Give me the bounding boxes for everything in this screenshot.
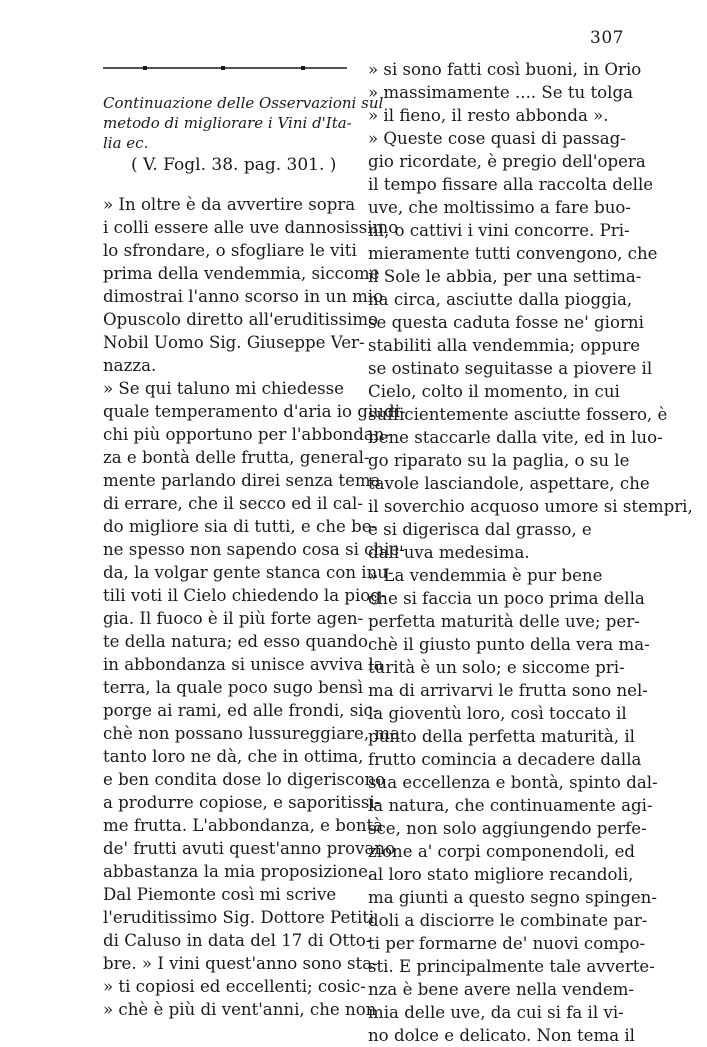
text-line: a produrre copiose, e saporitissi-	[103, 793, 381, 812]
text-line: al loro stato migliore recandoli,	[368, 865, 634, 884]
text-line: uve, che moltissimo a fare buo-	[368, 198, 631, 217]
text-line: Cielo, colto il momento, in cui	[368, 382, 620, 401]
text-line: turità è un solo; e siccome pri-	[368, 658, 625, 677]
text-line: perfetta maturità delle uve; per-	[368, 612, 640, 631]
text-line: chè il giusto punto della vera ma-	[368, 635, 650, 654]
text-line: Dal Piemonte così mi scrive	[103, 885, 337, 904]
page-number: 307	[590, 28, 624, 48]
text-line: sce, non solo aggiungendo perfe-	[368, 819, 647, 838]
text-line: » si sono fatti così buoni, in Orio	[368, 60, 642, 79]
text-line: zione a' corpi componendoli, ed	[368, 842, 636, 861]
text-line: sufficientemente asciutte fossero, è	[368, 405, 668, 424]
text-line: sua eccellenza e bontà, spinto dal-	[368, 773, 658, 792]
text-line: gio ricordate, è pregio dell'opera	[368, 152, 646, 171]
text-line: ne spesso non sapendo cosa si chie-	[103, 540, 405, 559]
text-line: mieramente tutti convengono, che	[368, 244, 658, 263]
text-line: » In oltre è da avvertire sopra	[103, 195, 356, 214]
text-line: » chè è più di vent'anni, che non	[103, 1000, 377, 1019]
text-line: e ben condita dose lo digeriscono	[103, 770, 386, 789]
text-line: mia delle uve, da cui si fa il vi-	[368, 1003, 624, 1022]
heading-title-line: Continuazione delle Osservazioni sul	[103, 94, 384, 112]
text-line: de' frutti avuti quest'anno provano	[103, 839, 396, 858]
text-line: da, la volgar gente stanca con inu-	[103, 563, 394, 582]
text-line: go riparato su la paglia, o su le	[368, 451, 630, 470]
text-line: lo sfrondare, o sfogliare le viti	[103, 241, 357, 260]
text-line: nazza.	[103, 356, 157, 375]
left-column	[103, 93, 406, 1021]
text-line: ti per formarne de' nuovi compo-	[368, 934, 646, 953]
text-line: doli a disciorre le combinate par-	[368, 911, 648, 930]
text-line: tanto loro ne dà, che in ottima,	[103, 747, 364, 766]
text-line: Opuscolo diretto all'eruditissimo	[103, 310, 379, 329]
text-line: Nobil Uomo Sig. Giuseppe Ver-	[103, 333, 365, 352]
text-line: za e bontà delle frutta, general-	[103, 448, 370, 467]
text-line: » massimamente .... Se tu tolga	[368, 83, 633, 102]
text-line: punto della perfetta maturità, il	[368, 727, 635, 746]
text-line: bre. » I vini quest'anno sono sta-	[103, 954, 378, 973]
text-line: quale temperamento d'aria io giudi-	[103, 402, 406, 421]
text-line: la natura, che continuamente agi-	[368, 796, 653, 815]
text-line: l'eruditissimo Sig. Dottore Petiti	[103, 908, 375, 927]
text-line: chè non possano lussureggiare, ma	[103, 724, 401, 743]
text-line: » ti copiosi ed eccellenti; cosic-	[103, 977, 366, 996]
text-line: frutto comincia a decadere dalla	[368, 750, 642, 769]
heading-reference: ( V. Fogl. 38. pag. 301. )	[131, 155, 337, 175]
text-line: il soverchio acquoso umore si stempri,	[368, 497, 693, 516]
text-line: bene staccarle dalla vite, ed in luo-	[368, 428, 663, 447]
text-line: ma di arrivarvi le frutta sono nel-	[368, 681, 648, 700]
text-line: i colli essere alle uve dannosissimo	[103, 218, 399, 237]
text-line: ni, o cattivi i vini concorre. Pri-	[368, 221, 630, 240]
text-line: stabiliti alla vendemmia; oppure	[368, 336, 641, 355]
text-line: se ostinato seguitasse a piovere il	[368, 359, 653, 378]
text-line: tili voti il Cielo chiedendo la piog-	[103, 586, 387, 605]
text-line: dimostrai l'anno scorso in un mio	[103, 287, 384, 306]
text-line: in abbondanza si unisce avviva la	[103, 655, 384, 674]
text-line: » il fieno, il resto abbonda ».	[368, 106, 609, 125]
right-column	[368, 58, 693, 1047]
text-line: me frutta. L'abbondanza, e bontà	[103, 816, 384, 835]
text-line: te della natura; ed esso quando	[103, 632, 368, 651]
text-line: abbastanza la mia proposizione.	[103, 862, 374, 881]
text-line: na circa, asciutte dalla pioggia,	[368, 290, 633, 309]
text-line: il Sole le abbia, per una settima-	[368, 267, 642, 286]
text-line: dall'uva medesima.	[368, 543, 530, 562]
text-line: sti. E principalmente tale avverte-	[368, 957, 655, 976]
text-line: tavole lasciandole, aspettare, che	[368, 474, 650, 493]
text-line: » Se qui taluno mi chiedesse	[103, 379, 345, 398]
text-line: ma giunti a questo segno spingen-	[368, 888, 657, 907]
text-line: la gioventù loro, così toccato il	[368, 704, 627, 723]
text-line: porge ai rami, ed alle frondi, sic-	[103, 701, 379, 720]
text-line: e si digerisca dal grasso, e	[368, 520, 592, 539]
text-line: mente parlando direi senza tema	[103, 471, 381, 490]
text-line: do migliore sia di tutti, e che be-	[103, 517, 378, 536]
article-heading	[103, 93, 384, 177]
text-line: terra, la quale poco sugo bensì	[103, 678, 364, 697]
decorative-rule	[103, 62, 347, 74]
left-column-text	[103, 193, 406, 1021]
text-line: prima della vendemmia, siccome	[103, 264, 380, 283]
text-line: se questa caduta fosse ne' giorni	[368, 313, 644, 332]
text-line: » La vendemmia è pur bene	[368, 566, 603, 585]
text-line: gia. Il fuoco è il più forte agen-	[103, 609, 364, 628]
text-line: chi più opportuno per l'abbondan-	[103, 425, 391, 444]
heading-title-line: lia ec.	[103, 134, 149, 152]
text-line: che si faccia un poco prima della	[368, 589, 645, 608]
text-line: di errare, che il secco ed il cal-	[103, 494, 363, 513]
text-line: il tempo fissare alla raccolta delle	[368, 175, 654, 194]
heading-title-line: metodo di migliorare i Vini d'Ita-	[103, 114, 352, 132]
text-line: di Caluso in data del 17 di Otto-	[103, 931, 372, 950]
text-line: » Queste cose quasi di passag-	[368, 129, 626, 148]
text-line: nza è bene avere nella vendem-	[368, 980, 634, 999]
text-line: no dolce e delicato. Non tema il	[368, 1026, 635, 1045]
